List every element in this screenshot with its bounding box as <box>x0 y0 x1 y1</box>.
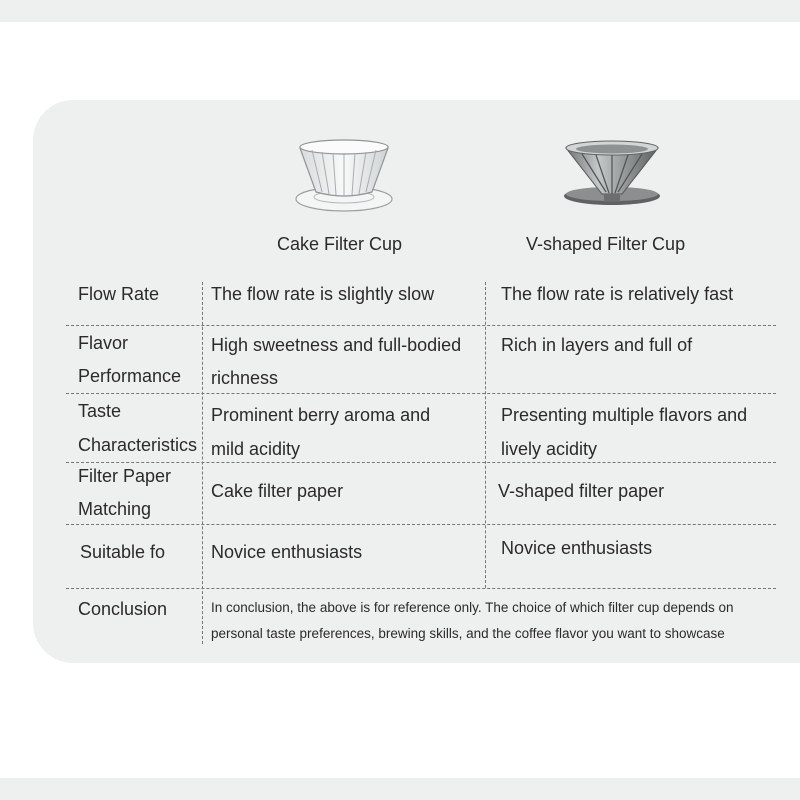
row-label-suitable-for: Suitable fo <box>80 542 166 562</box>
conclusion-text-line-2: personal taste preferences, brewing skills, and the coffee flavor you want to showcase <box>211 626 725 641</box>
cake-taste: Prominent berry aroma and <box>211 405 431 425</box>
v-taste: Presenting multiple flavors and <box>501 405 748 425</box>
cake-flavor-2: richness <box>211 368 279 388</box>
v-taste-2: lively acidity <box>501 439 598 459</box>
cake-filter-paper: Cake filter paper <box>211 481 344 501</box>
row-divider <box>66 588 776 589</box>
cake-flow-rate: The flow rate is slightly slow <box>211 284 435 304</box>
row-label-filter-paper: Filter Paper <box>78 466 172 486</box>
v-shaped-filter-cup-icon <box>560 136 664 216</box>
row-label-filter-paper-2: Matching <box>78 499 152 519</box>
top-band <box>0 0 800 22</box>
row-divider <box>66 325 776 326</box>
row-divider <box>66 462 776 463</box>
row-label-taste: Taste <box>78 401 122 421</box>
column-divider <box>485 282 486 588</box>
bottom-band <box>0 778 800 800</box>
column-divider <box>202 282 203 644</box>
row-label-flavor-2: Performance <box>78 366 182 386</box>
row-label-conclusion: Conclusion <box>78 599 168 619</box>
cake-filter-cup-icon <box>292 134 396 216</box>
v-filter-paper: V-shaped filter paper <box>498 481 665 501</box>
conclusion-text-line-1: In conclusion, the above is for reference only. The choice of which filter cup depends on <box>211 600 734 615</box>
row-divider <box>66 393 776 394</box>
cake-suitable-for: Novice enthusiasts <box>211 542 363 562</box>
row-label-flow-rate: Flow Rate <box>78 284 160 304</box>
v-suitable-for: Novice enthusiasts <box>501 538 653 558</box>
cake-flavor: High sweetness and full-bodied <box>211 335 462 355</box>
row-label-taste-2: Characteristics <box>78 435 198 455</box>
row-divider <box>66 524 776 525</box>
row-label-flavor: Flavor <box>78 333 129 353</box>
product-name-cake: Cake Filter Cup <box>277 234 403 254</box>
v-flavor: Rich in layers and full of <box>501 335 693 355</box>
cake-taste-2: mild acidity <box>211 439 301 459</box>
product-name-v-shaped: V-shaped Filter Cup <box>526 234 686 254</box>
v-flow-rate: The flow rate is relatively fast <box>501 284 734 304</box>
